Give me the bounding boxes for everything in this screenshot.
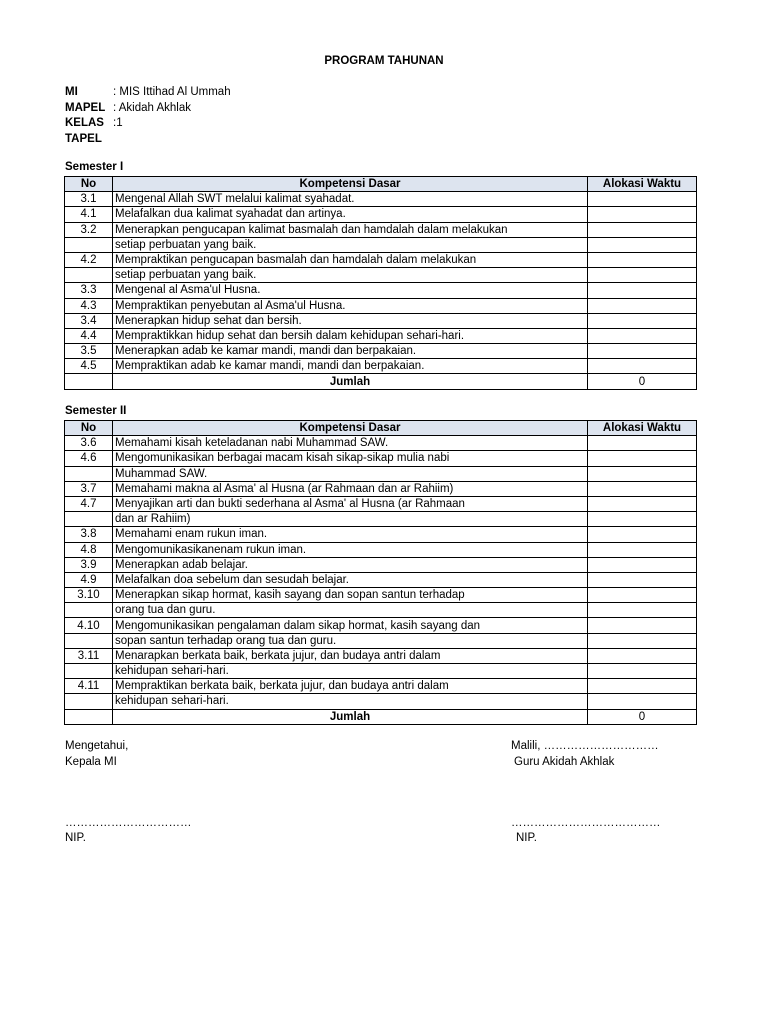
table-row [65,268,697,283]
row-number: 4.7 [65,496,113,511]
row-kompetensi-dasar: Mengomunikasikan pengalaman dalam sikap hormat, kasih sayang dan [113,618,588,633]
row-number: 3.1 [65,192,113,207]
row-number: 3.7 [65,481,113,496]
row-number: 3.2 [65,222,113,237]
table-row [65,664,697,679]
table-row [65,588,697,603]
row-kompetensi-dasar: Memahami enam rukun iman. [113,527,588,542]
semester-1-body [65,192,697,374]
info-label: KELAS [65,117,104,129]
row-number: 3.3 [65,283,113,298]
header-no: No [65,421,113,436]
row-kompetensi-dasar: kehidupan sehari-hari. [113,694,588,709]
table-row [65,451,697,466]
row-kompetensi-dasar: Mengomunikasikan berbagai macam kisah sikap-sikap mulia nabi [113,451,588,466]
table-row [65,313,697,328]
row-kompetensi-dasar: kehidupan sehari-hari. [113,664,588,679]
info-label: MI [65,86,78,98]
jumlah-row [65,374,697,389]
row-alokasi-waktu [588,283,697,298]
row-alokasi-waktu [588,618,697,633]
info-value: : Akidah Akhlak [113,101,191,114]
table-row [65,527,697,542]
table-header-row [65,421,697,436]
header-kompetensi-dasar: Kompetensi Dasar [113,421,588,436]
signature-left-nip: NIP. [65,832,86,844]
signature-left-mengetahui: Mengetahui, [65,740,129,752]
row-alokasi-waktu [588,694,697,709]
row-number: 3.4 [65,313,113,328]
row-number: 3.11 [65,648,113,663]
row-alokasi-waktu [588,451,697,466]
row-alokasi-waktu [588,313,697,328]
row-alokasi-waktu [588,252,697,267]
row-number: 4.5 [65,359,113,374]
row-number [65,603,113,618]
table-row [65,603,697,618]
row-number [65,633,113,648]
row-number: 3.6 [65,436,113,451]
row-alokasi-waktu [588,436,697,451]
info-value: :1 [113,117,123,129]
table-row [65,557,697,572]
row-kompetensi-dasar: Menerapkan sikap hormat, kasih sayang dan sopan santun terhadap [113,588,588,603]
signature-left-role: Kepala MI [65,756,117,768]
row-number [65,512,113,527]
row-alokasi-waktu [588,603,697,618]
row-number: 4.9 [65,572,113,587]
table-row [65,648,697,663]
row-kompetensi-dasar: Menerapkan pengucapan kalimat basmalah dan hamdalah dalam melakukan [113,222,588,237]
table-row [65,298,697,313]
row-number [65,694,113,709]
row-number: 3.9 [65,557,113,572]
row-kompetensi-dasar: Menyajikan arti dan bukti sederhana al Asma' al Husna (ar Rahmaan [113,496,588,511]
row-kompetensi-dasar: Memahami makna al Asma' al Husna (ar Rahmaan dan ar Rahiim) [113,481,588,496]
signature-right-place-date: Malili, ………………………… [511,740,659,752]
row-alokasi-waktu [588,359,697,374]
row-number: 3.5 [65,344,113,359]
row-kompetensi-dasar: Melafalkan dua kalimat syahadat dan artinya. [113,207,588,222]
signature-right-nip: NIP. [516,832,537,844]
table-row [65,359,697,374]
row-kompetensi-dasar: Memahami kisah keteladanan nabi Muhammad SAW. [113,436,588,451]
row-kompetensi-dasar: Mempraktikan berkata baik, berkata jujur, dan budaya antri dalam [113,679,588,694]
semester-1-heading: Semester I [65,161,124,173]
row-number: 4.3 [65,298,113,313]
row-kompetensi-dasar: Mempraktikan pengucapan basmalah dan hamdalah dalam melakukan [113,252,588,267]
table-row [65,481,697,496]
info-row-tapel [65,132,231,148]
row-alokasi-waktu [588,298,697,313]
row-alokasi-waktu [588,268,697,283]
row-alokasi-waktu [588,664,697,679]
row-kompetensi-dasar: Muhammad SAW. [113,466,588,481]
table-row [65,512,697,527]
table-row [65,207,697,222]
header-no: No [65,177,113,192]
header-alokasi-waktu: Alokasi Waktu [588,177,697,192]
info-row-mapel [65,101,231,117]
row-kompetensi-dasar: Mempraktikkan hidup sehat dan bersih dalam kehidupan sehari-hari. [113,328,588,343]
row-kompetensi-dasar: orang tua dan guru. [113,603,588,618]
row-alokasi-waktu [588,633,697,648]
row-alokasi-waktu [588,557,697,572]
jumlah-label: Jumlah [113,374,588,389]
row-alokasi-waktu [588,527,697,542]
row-alokasi-waktu [588,572,697,587]
semester-2-heading: Semester II [65,405,127,417]
row-alokasi-waktu [588,207,697,222]
row-alokasi-waktu [588,542,697,557]
table-row [65,572,697,587]
row-alokasi-waktu [588,496,697,511]
jumlah-row [65,709,697,724]
row-alokasi-waktu [588,344,697,359]
table-row [65,344,697,359]
info-value: : MIS Ittihad Al Ummah [113,86,231,98]
table-row [65,283,697,298]
jumlah-value: 0 [588,374,697,389]
signature-right-role: Guru Akidah Akhlak [514,756,615,768]
info-label: MAPEL [65,101,106,114]
row-kompetensi-dasar: Mengenal al Asma'ul Husna. [113,283,588,298]
row-kompetensi-dasar: setiap perbuatan yang baik. [113,237,588,252]
table-row [65,694,697,709]
row-number: 3.8 [65,527,113,542]
table-row [65,237,697,252]
document-title: PROGRAM TAHUNAN [324,55,444,67]
jumlah-no-cell [65,709,113,724]
row-number: 4.6 [65,451,113,466]
row-alokasi-waktu [588,222,697,237]
table-row [65,436,697,451]
info-label: TAPEL [65,132,102,145]
info-row-kelas [65,116,231,132]
info-block [65,85,231,147]
row-number [65,237,113,252]
table-header-row [65,177,697,192]
row-number: 4.2 [65,252,113,267]
table-row [65,618,697,633]
info-row-mi [65,85,231,101]
row-number: 4.8 [65,542,113,557]
row-kompetensi-dasar: Menerapkan hidup sehat dan bersih. [113,313,588,328]
row-kompetensi-dasar: sopan santun terhadap orang tua dan guru. [113,633,588,648]
jumlah-label: Jumlah [113,709,588,724]
semester-1-table [64,176,697,390]
table-row [65,466,697,481]
row-kompetensi-dasar: Menerapkan adab ke kamar mandi, mandi dan berpakaian. [113,344,588,359]
jumlah-value: 0 [588,709,697,724]
table-row [65,252,697,267]
row-kompetensi-dasar: Mengomunikasikanenam rukun iman. [113,542,588,557]
table-row [65,679,697,694]
table-row [65,542,697,557]
table-row [65,328,697,343]
row-kompetensi-dasar: Mempraktikan adab ke kamar mandi, mandi dan berpakaian. [113,359,588,374]
row-alokasi-waktu [588,588,697,603]
row-alokasi-waktu [588,466,697,481]
semester-2-table [64,420,697,725]
header-alokasi-waktu: Alokasi Waktu [588,421,697,436]
signature-left-dots: …………………………… [65,817,192,829]
table-row [65,222,697,237]
row-alokasi-waktu [588,481,697,496]
header-kompetensi-dasar: Kompetensi Dasar [113,177,588,192]
table-row [65,496,697,511]
row-alokasi-waktu [588,237,697,252]
signature-right-dots: ………………………………… [511,817,661,829]
row-number [65,466,113,481]
row-kompetensi-dasar: dan ar Rahiim) [113,512,588,527]
row-number: 4.4 [65,328,113,343]
row-kompetensi-dasar: Menarapkan berkata baik, berkata jujur, dan budaya antri dalam [113,648,588,663]
row-number: 4.1 [65,207,113,222]
row-alokasi-waktu [588,679,697,694]
jumlah-no-cell [65,374,113,389]
row-kompetensi-dasar: Melafalkan doa sebelum dan sesudah belajar. [113,572,588,587]
row-number: 3.10 [65,588,113,603]
row-number: 4.10 [65,618,113,633]
row-number [65,268,113,283]
row-alokasi-waktu [588,512,697,527]
row-kompetensi-dasar: Mempraktikan penyebutan al Asma'ul Husna. [113,298,588,313]
row-kompetensi-dasar: setiap perbuatan yang baik. [113,268,588,283]
row-alokasi-waktu [588,192,697,207]
semester-2-body [65,436,697,709]
row-number [65,664,113,679]
row-alokasi-waktu [588,328,697,343]
row-kompetensi-dasar: Menerapkan adab belajar. [113,557,588,572]
table-row [65,633,697,648]
row-kompetensi-dasar: Mengenal Allah SWT melalui kalimat syahadat. [113,192,588,207]
row-number: 4.11 [65,679,113,694]
row-alokasi-waktu [588,648,697,663]
table-row [65,192,697,207]
